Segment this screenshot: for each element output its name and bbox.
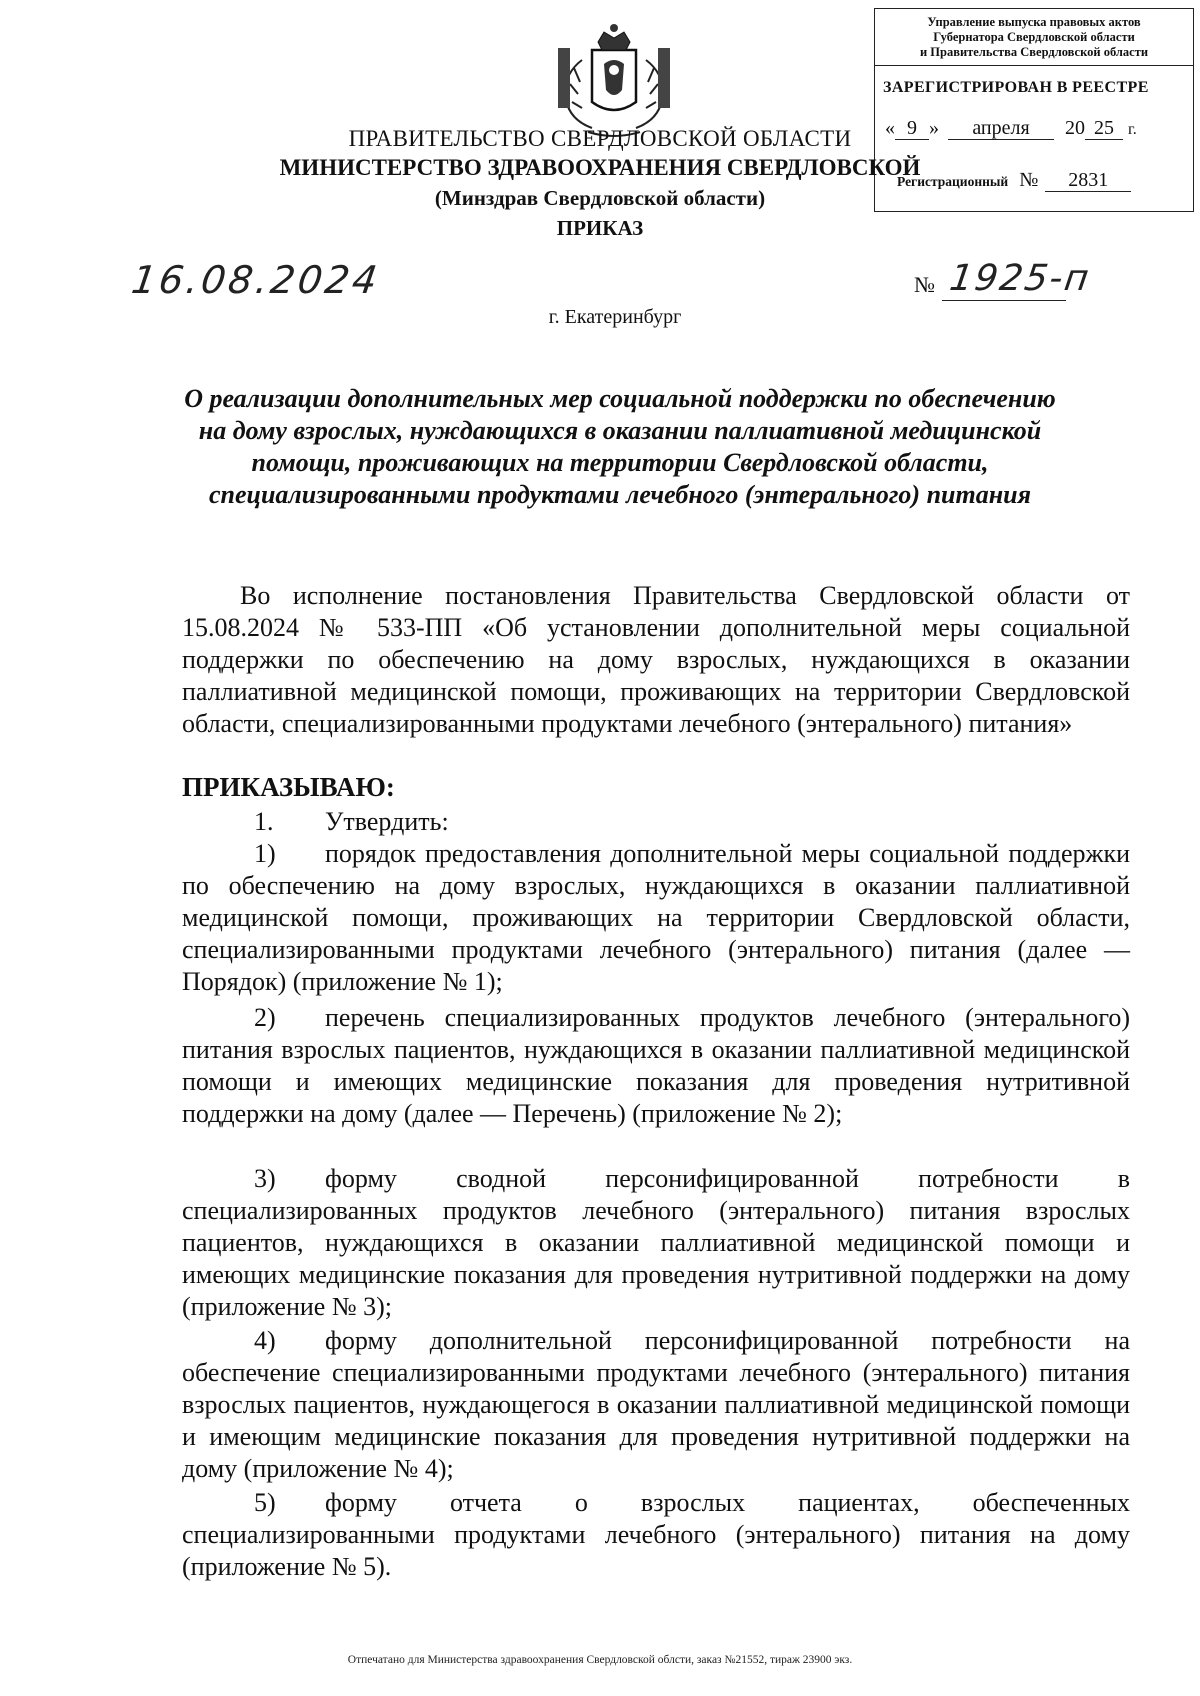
subitem-4 [182,1325,1130,1485]
close-quote: » [929,117,939,139]
item-1 [254,807,449,837]
subitem-text: форму отчета о взрослых пациентах, обеспеченных специализированными продуктами лечебного (энтерального) питания на дому (приложение № 5). [182,1488,1130,1581]
number-sign: № [1019,169,1039,191]
registered-label: ЗАРЕГИСТРИРОВАН В РЕЕСТРЕ [883,79,1149,96]
print-footer: Отпечатано для Министерства здравоохранения Свердловской облсти, заказ №21552, тираж 23900 экз. [347,1654,853,1666]
subitem-number: 1) [254,839,276,868]
registration-month: апреля [948,117,1054,140]
registration-authority-line: Управление выпуска правовых актов [927,15,1141,29]
registration-year-suffix: 25 [1085,117,1123,140]
registration-authority [875,15,1193,60]
registration-authority-line: Губернатора Свердловской области [933,30,1135,44]
order-date: 16.08.2024 [128,258,383,302]
registration-stamp [874,8,1194,212]
ministry-short-name: (Минздрав Свердловской области) [434,186,766,210]
subitem-1 [182,838,1130,998]
subitem-text: форму сводной персонифицированной потребности в специализированных продуктов лечебного (энтерального) питания взрослых пациентов, нуждающихся в оказании паллиативной медицинской помощи и имеющих медицинские показания для проведения нутритивной поддержки на дому (приложение № 3); [182,1164,1130,1321]
coat-of-arms-icon [552,20,676,140]
registration-day: 9 [895,117,929,140]
registration-year-prefix: 20 [1065,117,1085,139]
decree-heading: ПРИКАЗЫВАЮ: [182,772,395,802]
subitem-number: 4) [254,1326,276,1355]
intro-paragraph: Во исполнение постановления Правительства Свердловской области от 15.08.2024 № 533-ПП «Об установлении дополнительной меры социальной поддержки по обеспечению на дому взрослых, нуждающихся в оказании паллиативной медицинской помощи, проживающих на территории Свердловской области, специализированными продуктами лечебного (энтерального) питания» [182,581,1130,738]
item-text: Утвердить: [325,807,449,836]
subitem-number: 5) [254,1488,276,1517]
registration-year-mark: г. [1128,121,1137,138]
subitem-text: форму дополнительной персонифицированной потребности на обеспечение специализированными продуктами лечебного (энтерального) питания взрослых пациентов, нуждающегося в оказании паллиативной медицинской помощи и имеющим медицинские показания для проведения нутритивной поддержки на дому (приложение № 4); [182,1326,1130,1483]
subitem-5 [182,1487,1130,1583]
order-number-sign: № [914,272,935,297]
order-subject: О реализации дополнительных мер социальной поддержки по обеспечению на дому взрослых, нуждающихся в оказании паллиативной медицинской помощи, проживающих на территории Свердловской области, специализированными продуктами лечебного (энтерального) питания [184,384,1056,509]
ministry-title: МИНИСТЕРСТВО ЗДРАВООХРАНЕНИЯ СВЕРДЛОВСКОЙ [279,155,921,180]
subitem-text: перечень специализированных продуктов лечебного (энтерального) питания взрослых пациентов, нуждающихся в оказании паллиативной медицинской помощи и имеющих медицинские показания для проведения нутритивной поддержки на дому (далее — Перечень) (приложение № 2); [182,1003,1130,1128]
stamp-divider [875,65,1193,66]
registration-authority-line: и Правительства Свердловской области [919,45,1149,59]
order-number: 1925-п [947,258,1094,299]
subitem-number: 2) [254,1003,276,1032]
order-number-underline [942,300,1066,301]
item-number: 1. [254,807,274,836]
government-title: ПРАВИТЕЛЬСТВО СВЕРДЛОВСКОЙ ОБЛАСТИ [348,126,852,151]
subitem-2 [182,1002,1130,1130]
subitem-text: порядок предоставления дополнительной меры социальной поддержки по обеспечению на дому взрослых, нуждающихся в оказании паллиативной медицинской помощи, проживающих на территории Свердловской области, специализированными продуктами лечебного (энтерального) питания (далее — Порядок) (приложение № 1); [182,839,1130,996]
open-quote: « [885,117,895,139]
document-type: ПРИКАЗ [556,216,644,240]
city: г. Екатеринбург [548,306,682,328]
registration-number: 2831 [1045,169,1131,192]
subitem-number: 3) [254,1164,276,1193]
subitem-3 [182,1163,1130,1323]
registration-number-label: Регистрационный [897,174,1009,189]
